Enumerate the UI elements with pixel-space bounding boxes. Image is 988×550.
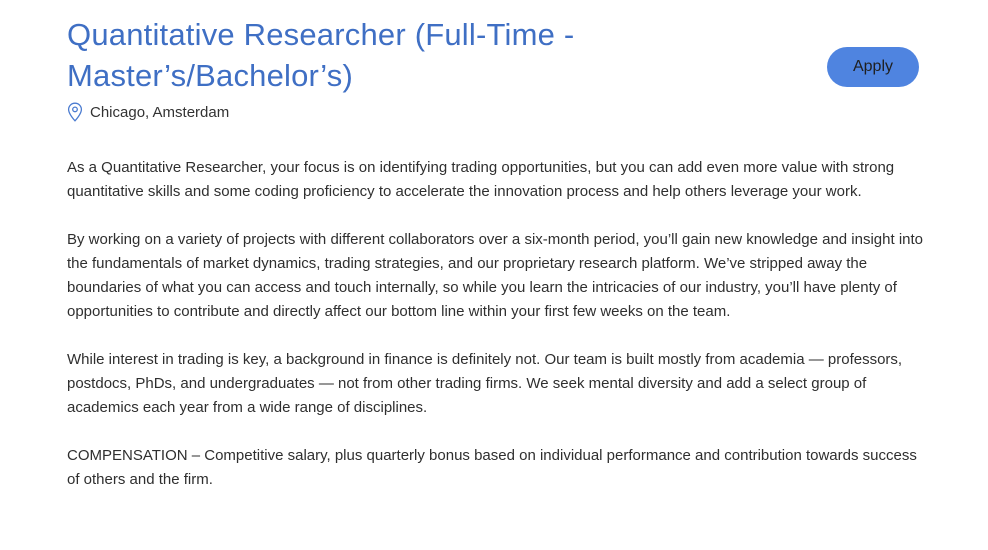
- location-text: Chicago, Amsterdam: [90, 103, 230, 121]
- apply-button[interactable]: Apply: [827, 47, 919, 87]
- job-header: [67, 14, 807, 122]
- job-location: [67, 102, 807, 122]
- compensation-paragraph: COMPENSATION – Competitive salary, plus quarterly bonus based on individual performance and contribution towards success of others and the firm.: [67, 447, 917, 488]
- job-title-line-1: Quantitative Researcher (Full-Time -: [67, 17, 575, 52]
- description-paragraph: By working on a variety of projects with different collaborators over a six-month period, you’ll gain new knowledge and insight into the fundamentals of market dynamics, trading strategies, and our proprietary research platform. We’ve stripped away the boundaries of what you can access and touch internally, so while you learn the intricacies of our industry, you’ll have plenty of opportunities to contribute and directly affect our bottom line within your first few weeks on the team.: [67, 231, 924, 320]
- map-pin-icon: [67, 102, 83, 122]
- job-title: [67, 14, 807, 96]
- job-title-line-2: Master’s/Bachelor’s): [67, 58, 353, 93]
- job-description: [67, 156, 927, 516]
- description-paragraph: As a Quantitative Researcher, your focus is on identifying trading opportunities, but you can add even more value with strong quantitative skills and some coding proficiency to accelerate the innovation process and help others leverage your work.: [67, 159, 895, 200]
- description-paragraph: While interest in trading is key, a background in finance is definitely not. Our team is built mostly from academia — professors, postdocs, PhDs, and undergraduates — not from other trading firms. We seek mental diversity and add a select group of academics each year from a wide range of disciplines.: [67, 351, 903, 416]
